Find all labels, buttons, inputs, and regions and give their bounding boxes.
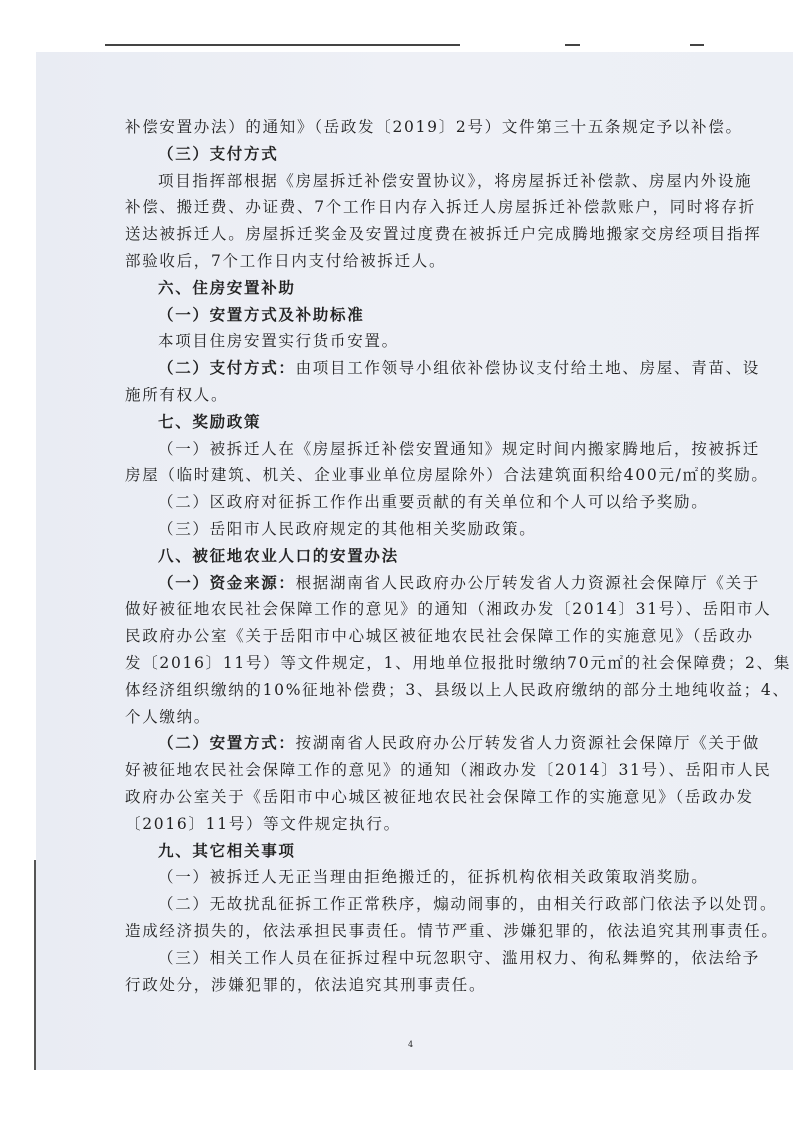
line-text: 项目指挥部根据《房屋拆迁补偿安置协议》，将房屋拆迁补偿款、房屋内外设施: [158, 171, 753, 190]
text-line: [125, 168, 753, 195]
section-heading: [125, 302, 705, 329]
scan-header-mark: [690, 44, 704, 46]
text-line: [125, 677, 790, 704]
text-line: [125, 489, 709, 516]
page-number: 4: [408, 1040, 414, 1049]
text-line: [125, 784, 754, 811]
line-text: 房屋（临时建筑、机关、企业事业单位房屋除外）合法建筑面积给400元/㎡的奖励。: [125, 466, 769, 485]
text-line: [125, 918, 779, 945]
line-text: 民政府办公室《关于岳阳市中心城区被征地农民社会保障工作的实施意见》（岳政办: [125, 627, 754, 646]
text-line: [125, 891, 778, 918]
section-heading: [125, 409, 705, 436]
scan-header-mark: [565, 44, 580, 46]
line-text: 政府办公室关于《岳阳市中心城区被征地农民社会保障工作的实施意见》（岳政办发: [125, 787, 754, 806]
text-line: [125, 462, 769, 489]
bold-label: 八、被征地农业人口的安置办法: [158, 546, 399, 565]
line-text: 体经济组织缴纳的10%征地补偿费；3、县级以上人民政府缴纳的部分土地纯收益；4、: [125, 680, 790, 699]
section-heading: [125, 543, 705, 570]
text-line: [125, 436, 761, 463]
text-line: [125, 650, 792, 677]
text-line: [125, 221, 762, 248]
line-text: 部验收后，7个工作日内支付给被拆迁人。: [125, 251, 447, 270]
scan-header-rule: [105, 44, 460, 46]
bold-label: 九、其它相关事项: [158, 841, 296, 860]
text-line: [125, 757, 772, 784]
bold-label: （三）支付方式: [158, 144, 279, 163]
text-line: [125, 972, 705, 999]
line-text: （一）被拆迁人无正当理由拒绝搬迁的，征拆机构依相关政策取消奖励。: [158, 868, 709, 887]
bold-label: （二）支付方式：: [158, 359, 296, 378]
line-text: 〔2016〕11号）等文件规定执行。: [125, 814, 401, 833]
text-line: [125, 596, 772, 623]
line-text: 补偿、搬迁费、办证费、7个工作日内存入拆迁人房屋拆迁补偿款账户，同时将存折: [125, 198, 756, 217]
bold-label: （二）安置方式：: [158, 734, 296, 753]
line-text: 好被征地农民社会保障工作的意见》的通知（湘政办发〔2014〕31号）、岳阳市人民: [125, 761, 772, 780]
line-text: （二）区政府对征拆工作作出重要贡献的有关单位和个人可以给予奖励。: [158, 493, 709, 512]
line-text: 行政处分，涉嫌犯罪的，依法追究其刑事责任。: [125, 975, 487, 994]
section-heading: [125, 838, 705, 865]
bold-label: 七、奖励政策: [158, 412, 262, 431]
text-line: [125, 704, 705, 731]
line-text: （二）无故扰乱征拆工作正常秩序，煽动闹事的，由相关行政部门依法予以处罚。: [158, 895, 778, 914]
line-text: 补偿安置办法）的通知》（岳政发〔2019〕2号）文件第三十五条规定予以补偿。: [125, 118, 743, 136]
line-text: 施所有权人。: [125, 385, 229, 404]
text-line: [125, 811, 705, 838]
line-text: （一）被拆迁人在《房屋拆迁补偿安置通知》规定时间内搬家腾地后，按被拆迁: [158, 439, 761, 458]
line-text: （三）岳阳市人民政府规定的其他相关奖励政策。: [158, 519, 537, 538]
bold-label: 六、住房安置补助: [158, 278, 296, 297]
line-text: 做好被征地农民社会保障工作的意见》的通知（湘政办发〔2014〕31号）、岳阳市人: [125, 600, 772, 619]
line-text: 本项目住房安置实行货币安置。: [158, 332, 399, 351]
text-line: [125, 864, 709, 891]
section-heading: [125, 275, 705, 302]
text-line: [125, 355, 761, 382]
text-line: [125, 328, 705, 355]
document-body: [125, 114, 792, 998]
line-text: 造成经济损失的，依法承担民事责任。情节严重、涉嫌犯罪的，依法追究其刑事责任。: [125, 921, 779, 940]
line-text: 根据湖南省人民政府办公厅转发省人力资源社会保障厅《关于: [295, 573, 761, 592]
bold-label: （一）资金来源：: [158, 573, 296, 592]
text-line: [125, 114, 743, 141]
text-line: [125, 570, 761, 597]
text-line: [125, 516, 705, 543]
text-line: [125, 248, 705, 275]
line-text: 送达被拆迁人。房屋拆迁奖金及安置过度费在被拆迁户完成腾地搬家交房经项目指挥: [125, 225, 762, 244]
line-text: （三）相关工作人员在征拆过程中玩忽职守、滥用权力、徇私舞弊的，依法给予: [158, 948, 761, 967]
text-line: [125, 945, 761, 972]
line-text: 按湖南省人民政府办公厅转发省人力资源社会保障厅《关于做: [295, 734, 761, 753]
section-heading: [125, 141, 705, 168]
text-line: [125, 623, 754, 650]
line-text: 个人缴纳。: [125, 707, 212, 726]
line-text: 由项目工作领导小组依补偿协议支付给土地、房屋、青苗、设: [295, 359, 761, 378]
bold-label: （一）安置方式及补助标准: [158, 305, 365, 324]
scan-edge: [34, 860, 36, 1070]
line-text: 发〔2016〕11号）等文件规定，1、用地单位报批时缴纳70元㎡的社会保障费；2、集: [125, 653, 792, 672]
text-line: [125, 730, 761, 757]
text-line: [125, 194, 756, 221]
text-line: [125, 382, 705, 409]
